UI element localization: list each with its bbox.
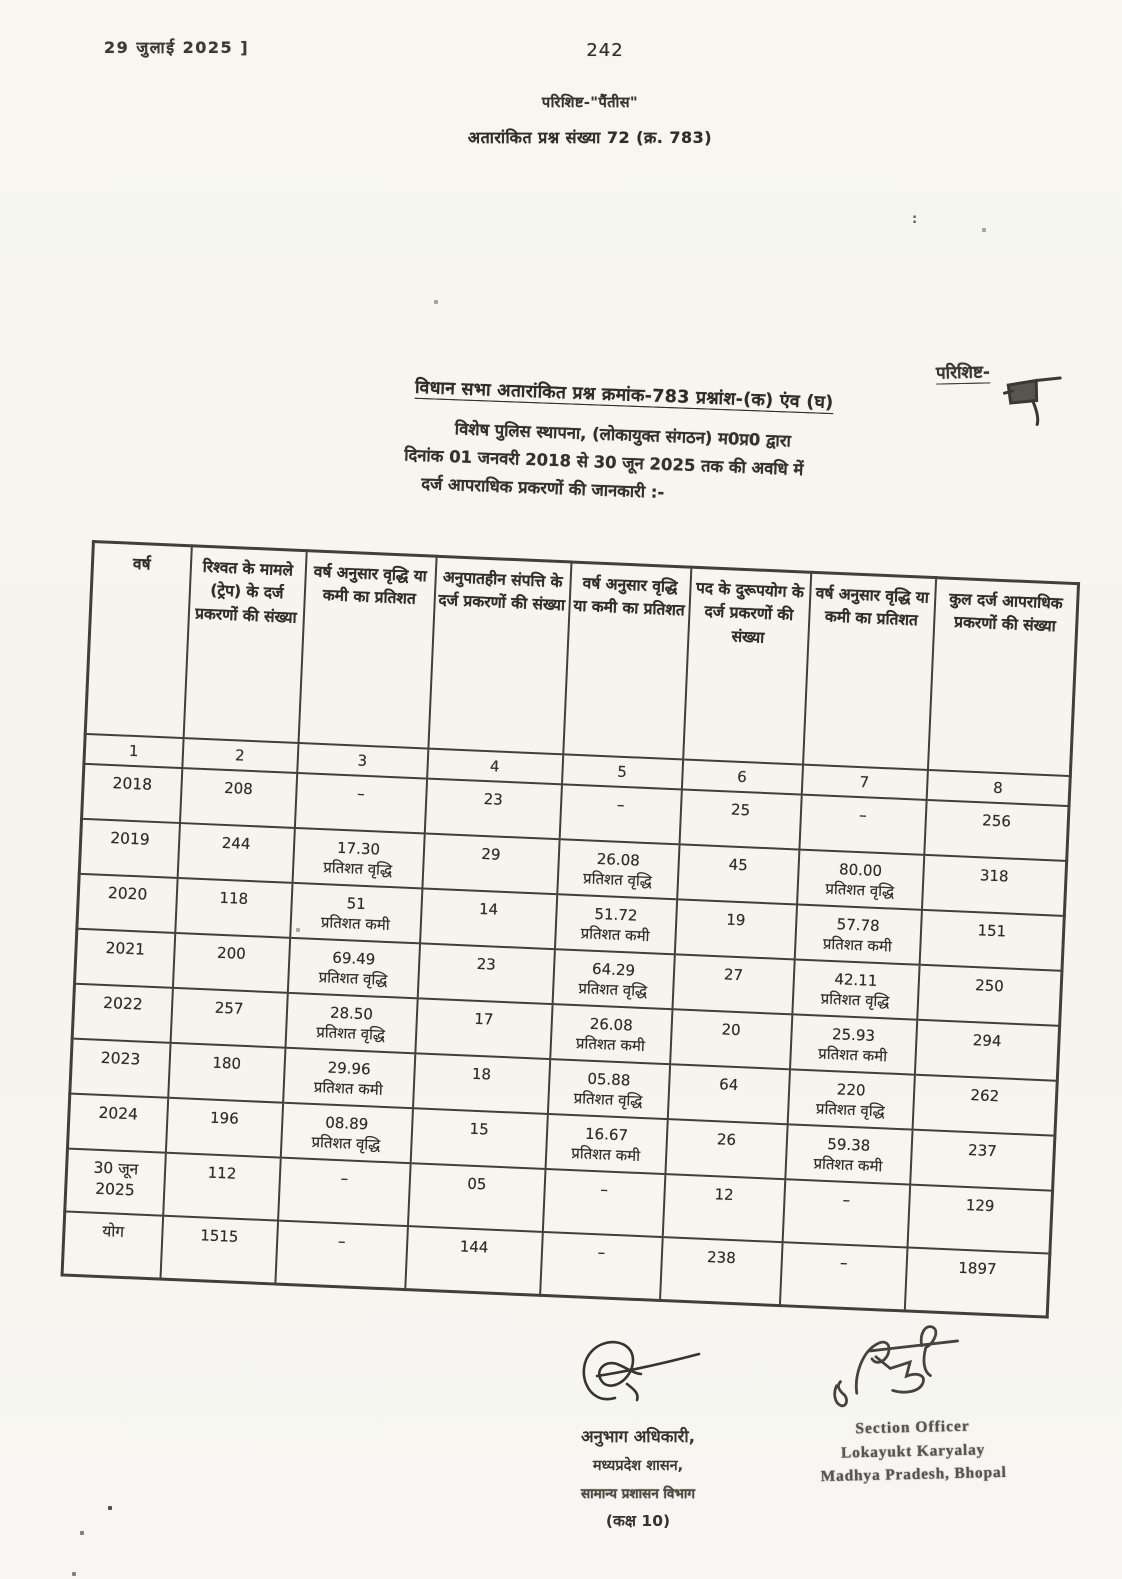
- handwritten-mark-icon: [1002, 366, 1075, 429]
- value-cell: 64: [667, 1064, 789, 1124]
- value-cell: 14: [420, 888, 557, 949]
- value-cell: 256: [924, 800, 1069, 861]
- value-cell: 25.93 प्रतिशत कमी: [790, 1014, 917, 1074]
- assembly-question-title: विधान सभा अतारांकित प्रश्न क्रमांक-783 प्रश्नांश-(क) एंव (घ): [414, 377, 834, 414]
- value-cell: 57.78 प्रतिशत कमी: [794, 904, 921, 964]
- value-cell: 1897: [904, 1247, 1050, 1316]
- value-cell: 27: [672, 954, 794, 1014]
- column-number: 3: [297, 743, 428, 779]
- signature-block-left: [518, 1332, 758, 1531]
- value-cell: 17.30 प्रतिशत वृद्धि: [292, 828, 424, 889]
- value-cell: 12: [662, 1174, 785, 1242]
- stamp-block-right: [750, 1318, 1074, 1487]
- value-cell: 16.67 प्रतिशत कमी: [545, 1114, 667, 1174]
- value-cell: 129: [907, 1185, 1053, 1254]
- appendix-title: परिशिष्ट-"पैंतीस": [541, 95, 639, 111]
- year-cell: योग: [62, 1211, 163, 1278]
- value-cell: 05: [407, 1163, 545, 1232]
- value-cell: 08.89 प्रतिशत वृद्धि: [280, 1103, 412, 1164]
- appendix-heading-block: [170, 92, 1010, 148]
- subtitle-info: दर्ज आपराधिक प्रकरणों की जानकारी :-: [421, 474, 665, 502]
- value-cell: 318: [921, 855, 1066, 916]
- value-cell: 144: [405, 1226, 543, 1295]
- value-cell: 208: [179, 768, 296, 828]
- column-header: वर्ष अनुसार वृद्धि या कमी का प्रतिशत: [803, 572, 936, 770]
- question-number-line: अतारांकित प्रश्न संख्या 72 (क्र. 783): [467, 128, 713, 147]
- column-number: 1: [84, 734, 183, 768]
- appendix-right-label: परिशिष्ट-: [935, 362, 991, 384]
- value-cell: –: [799, 795, 926, 855]
- value-cell: 23: [424, 779, 561, 840]
- value-cell: 244: [177, 823, 294, 883]
- column-header: वर्ष अनुसार वृद्धि या कमी का प्रतिशत: [563, 562, 691, 759]
- signature-squiggle-icon: [557, 1332, 737, 1418]
- value-cell: 64.29 प्रतिशत वृद्धि: [552, 949, 674, 1009]
- stamp-officer-title: Section Officer: [855, 1417, 970, 1438]
- value-cell: 51.72 प्रतिशत कमी: [554, 894, 676, 954]
- value-cell: 05.88 प्रतिशत वृद्धि: [547, 1059, 669, 1119]
- value-cell: 196: [165, 1098, 282, 1158]
- value-cell: –: [779, 1242, 907, 1310]
- column-number: 2: [182, 738, 298, 773]
- value-cell: 200: [172, 933, 289, 993]
- value-cell: 220 प्रतिशत वृद्धि: [787, 1069, 914, 1129]
- column-header: कुल दर्ज आपराधिक प्रकरणों की संख्या: [927, 578, 1078, 776]
- noise-speck: :: [912, 212, 918, 227]
- value-cell: –: [275, 1221, 408, 1289]
- value-cell: 237: [910, 1130, 1055, 1191]
- value-cell: 17: [415, 998, 552, 1059]
- value-cell: 69.49 प्रतिशत वृद्धि: [287, 938, 419, 999]
- year-cell: 2019: [79, 819, 179, 878]
- appendix-right-stamp: [936, 359, 990, 383]
- signatory-government: मध्यप्रदेश शासन,: [592, 1458, 684, 1474]
- value-cell: 59.38 प्रतिशत कमी: [785, 1124, 912, 1184]
- value-cell: 51 प्रतिशत कमी: [290, 883, 422, 944]
- subtitle-period: दिनांक 01 जनवरी 2018 से 30 जून 2025 तक की अवधि में: [403, 445, 804, 480]
- stamp-office-name: Lokayukt Karyalay: [840, 1441, 986, 1462]
- stamp-signature-squiggle-icon: [825, 1320, 997, 1412]
- year-cell: 2020: [77, 874, 177, 933]
- value-cell: –: [278, 1158, 411, 1226]
- value-cell: –: [542, 1169, 665, 1237]
- value-cell: 28.50 प्रतिशत वृद्धि: [285, 993, 417, 1054]
- document-title-block: [281, 370, 965, 514]
- value-cell: 26.08 प्रतिशत कमी: [550, 1004, 672, 1064]
- noise-speck: [296, 928, 300, 932]
- signatory-room: (कक्ष 10): [605, 1512, 671, 1530]
- value-cell: 19: [674, 899, 796, 959]
- value-cell: 262: [912, 1075, 1057, 1136]
- value-cell: 180: [168, 1043, 285, 1103]
- value-cell: 26: [665, 1119, 787, 1179]
- value-cell: 151: [919, 910, 1064, 971]
- column-number: 5: [561, 754, 682, 789]
- value-cell: –: [540, 1232, 663, 1300]
- noise-speck: [108, 1506, 112, 1510]
- value-cell: –: [782, 1179, 910, 1247]
- value-cell: 1515: [160, 1216, 278, 1284]
- signatory-title: अनुभाग अधिकारी,: [581, 1427, 695, 1446]
- value-cell: 42.11 प्रतिशत वृद्धि: [792, 959, 919, 1019]
- value-cell: 112: [163, 1153, 281, 1221]
- year-cell: 30 जून 2025: [65, 1149, 166, 1216]
- value-cell: 80.00 प्रतिशत वृद्धि: [797, 850, 924, 910]
- column-number: 4: [427, 749, 563, 785]
- column-header: वर्ष अनुसार वृद्धि या कमी का प्रतिशत: [298, 551, 436, 749]
- value-cell: 45: [677, 844, 799, 904]
- column-header: रिश्वत के मामले (ट्रेप) के दर्ज प्रकरणों की संख्या: [183, 546, 306, 743]
- value-cell: 25: [679, 789, 801, 849]
- year-cell: 2022: [72, 984, 172, 1043]
- value-cell: 257: [170, 988, 287, 1048]
- value-cell: 118: [175, 878, 292, 938]
- column-header: वर्ष: [85, 542, 191, 739]
- date-header: 29 जुलाई 2025 ]: [104, 38, 250, 57]
- column-number: 6: [681, 759, 802, 794]
- noise-speck: [80, 1531, 84, 1535]
- page-number: 242: [586, 40, 624, 61]
- column-header: पद के दुरूपयोग के दर्ज प्रकरणों की संख्या: [683, 567, 811, 764]
- value-cell: 238: [660, 1237, 783, 1305]
- column-number: 8: [926, 770, 1070, 806]
- noise-speck: [982, 228, 986, 232]
- value-cell: 18: [413, 1053, 550, 1114]
- value-cell: –: [294, 773, 426, 834]
- value-cell: 20: [670, 1009, 792, 1069]
- column-number: 7: [801, 765, 927, 800]
- year-cell: 2021: [75, 929, 175, 988]
- value-cell: 15: [410, 1108, 547, 1169]
- criminal-cases-table: [61, 540, 1081, 1318]
- noise-speck: [434, 300, 438, 304]
- noise-speck: [72, 1572, 76, 1576]
- year-cell: 2024: [67, 1094, 167, 1153]
- value-cell: 23: [417, 943, 554, 1004]
- value-cell: 294: [914, 1020, 1059, 1081]
- signatory-department: सामान्य प्रशासन विभाग: [581, 1486, 695, 1502]
- value-cell: –: [559, 784, 681, 844]
- year-cell: 2023: [70, 1039, 170, 1098]
- value-cell: 250: [917, 965, 1062, 1026]
- stamp-office-place: Madhya Pradesh, Bhopal: [820, 1463, 1007, 1486]
- column-header: अनुपातहीन संपत्ति के दर्ज प्रकरणों की संख्या: [428, 556, 571, 754]
- value-cell: 29.96 प्रतिशत कमी: [283, 1048, 415, 1109]
- subtitle-department: विशेष पुलिस स्थापना, (लोकायुक्त संगठन) म0प्र0 द्वारा: [454, 419, 792, 451]
- value-cell: 29: [422, 833, 559, 894]
- value-cell: 26.08 प्रतिशत वृद्धि: [557, 839, 679, 899]
- year-cell: 2018: [82, 764, 182, 823]
